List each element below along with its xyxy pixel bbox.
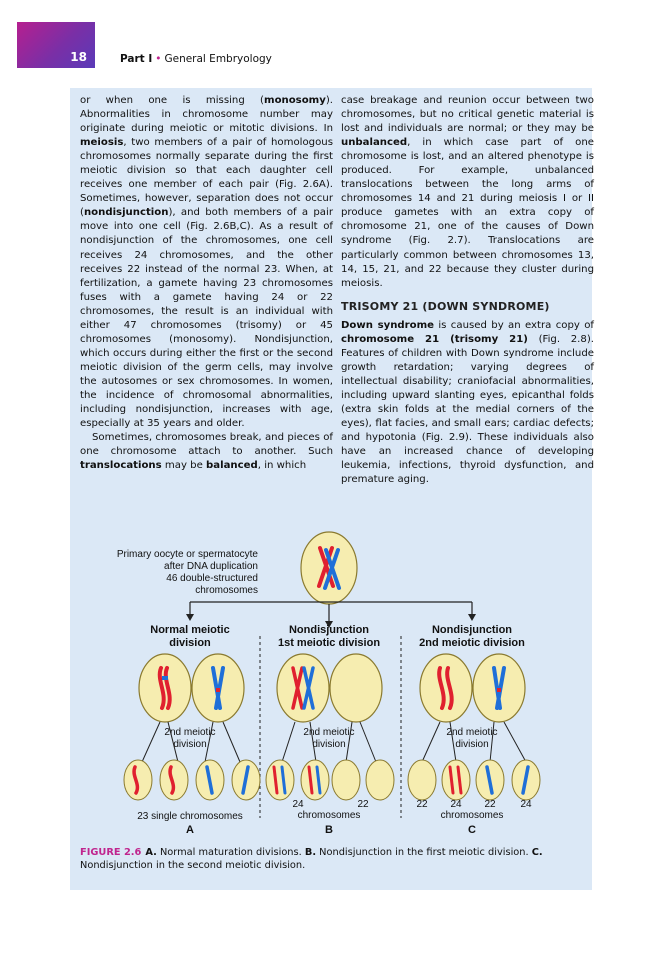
text-run: , in which case part of one chromosome is lost, and an altered phenotype is produced. For example, unbalanced translocations between the long arms of chromosomes 14 and 21 during meiosis I or II produce gametes with an extra copy of chromosome 21, one of the causes of Down syndrome (Fig. 2.7). Translocations are particularly common between chromosomes 13, 14, 15, 21, and 22 because they cluster during meiosis. (341, 137, 594, 289)
panel-c (408, 654, 540, 836)
text-run: (Fig. 2.8). Features of children with Down syndrome include growth retardation; varying degrees of intellectual disability; craniofacial abnormalities, including upward slanting eyes, epicanthal folds (extra skin folds at the medial corners of the eyes), flat facies, and small ears; cardiac defects; and hypotonia (Fig. 2.9). These individuals also have an increased chance of developing leukemia, infections, thyroid dysfunction, and premature aging. (341, 333, 595, 486)
text-run: may be (161, 460, 207, 472)
panel-b (266, 654, 394, 836)
c-count-2: 24 (450, 799, 462, 810)
c-gametes (408, 760, 540, 800)
c-second-meiotic-line-1: 2nd meiotic (446, 727, 498, 738)
figure-caption (80, 846, 588, 872)
running-head (120, 53, 272, 65)
b-count-24: 24 (292, 799, 304, 810)
bold-term: monosomy (264, 95, 326, 106)
text-run: or when one is missing ( (80, 95, 265, 106)
top-label-line-1: Primary oocyte or spermatocyte (116, 549, 258, 560)
top-label-line-4: chromosomes (195, 585, 258, 596)
panel-letter-c: C (468, 824, 476, 836)
b-second-meiotic-line-2: division (312, 739, 346, 750)
c-second-meiotic-line-2: division (455, 739, 489, 750)
figure-label: FIGURE 2.6 (80, 847, 142, 858)
text-run: Nondisjunction in the first meiotic division. (316, 847, 532, 858)
primary-cell (301, 532, 357, 604)
bold-term: A. (145, 847, 157, 858)
bold-term: C. (531, 847, 543, 858)
left-paragraph-1 (80, 94, 333, 431)
text-run: , in which (257, 460, 307, 472)
a-count-label: 23 single chromosomes (137, 811, 243, 822)
bold-term: meiosis (80, 137, 124, 149)
bold-term: unbalanced (341, 137, 408, 149)
bold-term: chromosome 21 (trisomy 21) (341, 333, 528, 345)
branch-connectors (190, 602, 472, 621)
a-gametes (124, 760, 260, 800)
b-gametes (266, 760, 394, 800)
bold-term: nondisjunction (83, 207, 169, 219)
top-label-line-3: 46 double-structured (166, 573, 258, 584)
left-column (80, 94, 333, 473)
b-count-22: 22 (357, 799, 369, 810)
top-label-line-2: after DNA duplication (164, 561, 258, 572)
chapter-title: General Embryology (164, 53, 272, 65)
title-a-line-2: division (169, 637, 211, 649)
title-b-line-1: Nondisjunction (288, 624, 370, 636)
a-second-meiotic-line-1: 2nd meiotic (164, 727, 216, 738)
title-a-line-1: Normal meiotic (150, 624, 230, 636)
bold-term: translocations (80, 460, 162, 472)
c-count-1: 22 (416, 799, 428, 810)
bold-term: Down syndrome (341, 319, 435, 331)
c-count-4: 24 (520, 799, 532, 810)
c-count-3: 22 (484, 799, 496, 810)
page-number: 18 (70, 50, 87, 64)
panel-letter-b: B (325, 824, 333, 836)
panel-a (124, 654, 260, 836)
separator-bullet: • (155, 53, 162, 65)
b-second-meiotic-line-1: 2nd meiotic (303, 727, 355, 738)
right-column (341, 94, 594, 487)
text-run: is caused by an extra copy of (434, 319, 594, 331)
right-paragraph-1 (341, 94, 594, 291)
text-run: ). Abnormalities in chromosome number may originate during meiotic or mitotic divisions. In (80, 95, 333, 135)
text-run: Normal maturation divisions. (156, 847, 305, 858)
bold-term: B. (304, 847, 317, 858)
text-run: , two members of a pair of homologous chromosomes normally separate during the first meiotic division so that each daughter cell receives one member of each pair (Fig. 2.6A). Sometimes, however, separation does not occur ( (80, 137, 333, 219)
left-paragraph-2 (80, 431, 333, 473)
section-heading: TRISOMY 21 (DOWN SYNDROME) (341, 299, 550, 313)
text-run: Sometimes, chromosomes break, and pieces of one chromosome attach to another. Such (80, 432, 333, 458)
text-run: case breakage and reunion occur between two chromosomes, but no critical genetic material is lost and individuals are normal; or they may be (341, 95, 594, 135)
text-run: Nondisjunction in the second meiotic division. (80, 860, 306, 871)
b-count-word: chromosomes (297, 810, 361, 821)
a-second-meiotic-line-2: division (173, 739, 207, 750)
title-b-line-2: 1st meiotic division (277, 637, 381, 649)
title-c-line-2: 2nd meiotic division (419, 637, 525, 649)
figure-2-6-diagram (70, 518, 592, 838)
bold-term: balanced (206, 460, 258, 472)
text-run: ), and both members of a pair move into one cell (Fig. 2.6B,C). As a result of nondisjunction of the chromosomes, one cell receives 24 chromosomes, and the other receives 22 instead of the normal 23. When, at fertilization, a gamete having 23 chromosomes fuses with a gamete having 24 or 22 chromosomes, the result is an individual with either 47 chromosomes (trisomy) or 45 chromosomes (monosomy). Nondisjunction, which occurs during either the first or the second meiotic division of the germ cells, may involve the autosomes or sex chromosomes. In women, the incidence of chromosomal abnormalities, including nondisjunction, increases with age, especially at 35 years and older. (80, 207, 333, 430)
right-paragraph-2 (341, 319, 594, 488)
panel-letter-a: A (186, 824, 194, 836)
page-number-badge (17, 22, 95, 68)
title-c-line-1: Nondisjunction (431, 624, 513, 636)
caption-text (80, 847, 543, 871)
c-count-word: chromosomes (440, 810, 504, 821)
part-label: Part I (120, 53, 153, 65)
